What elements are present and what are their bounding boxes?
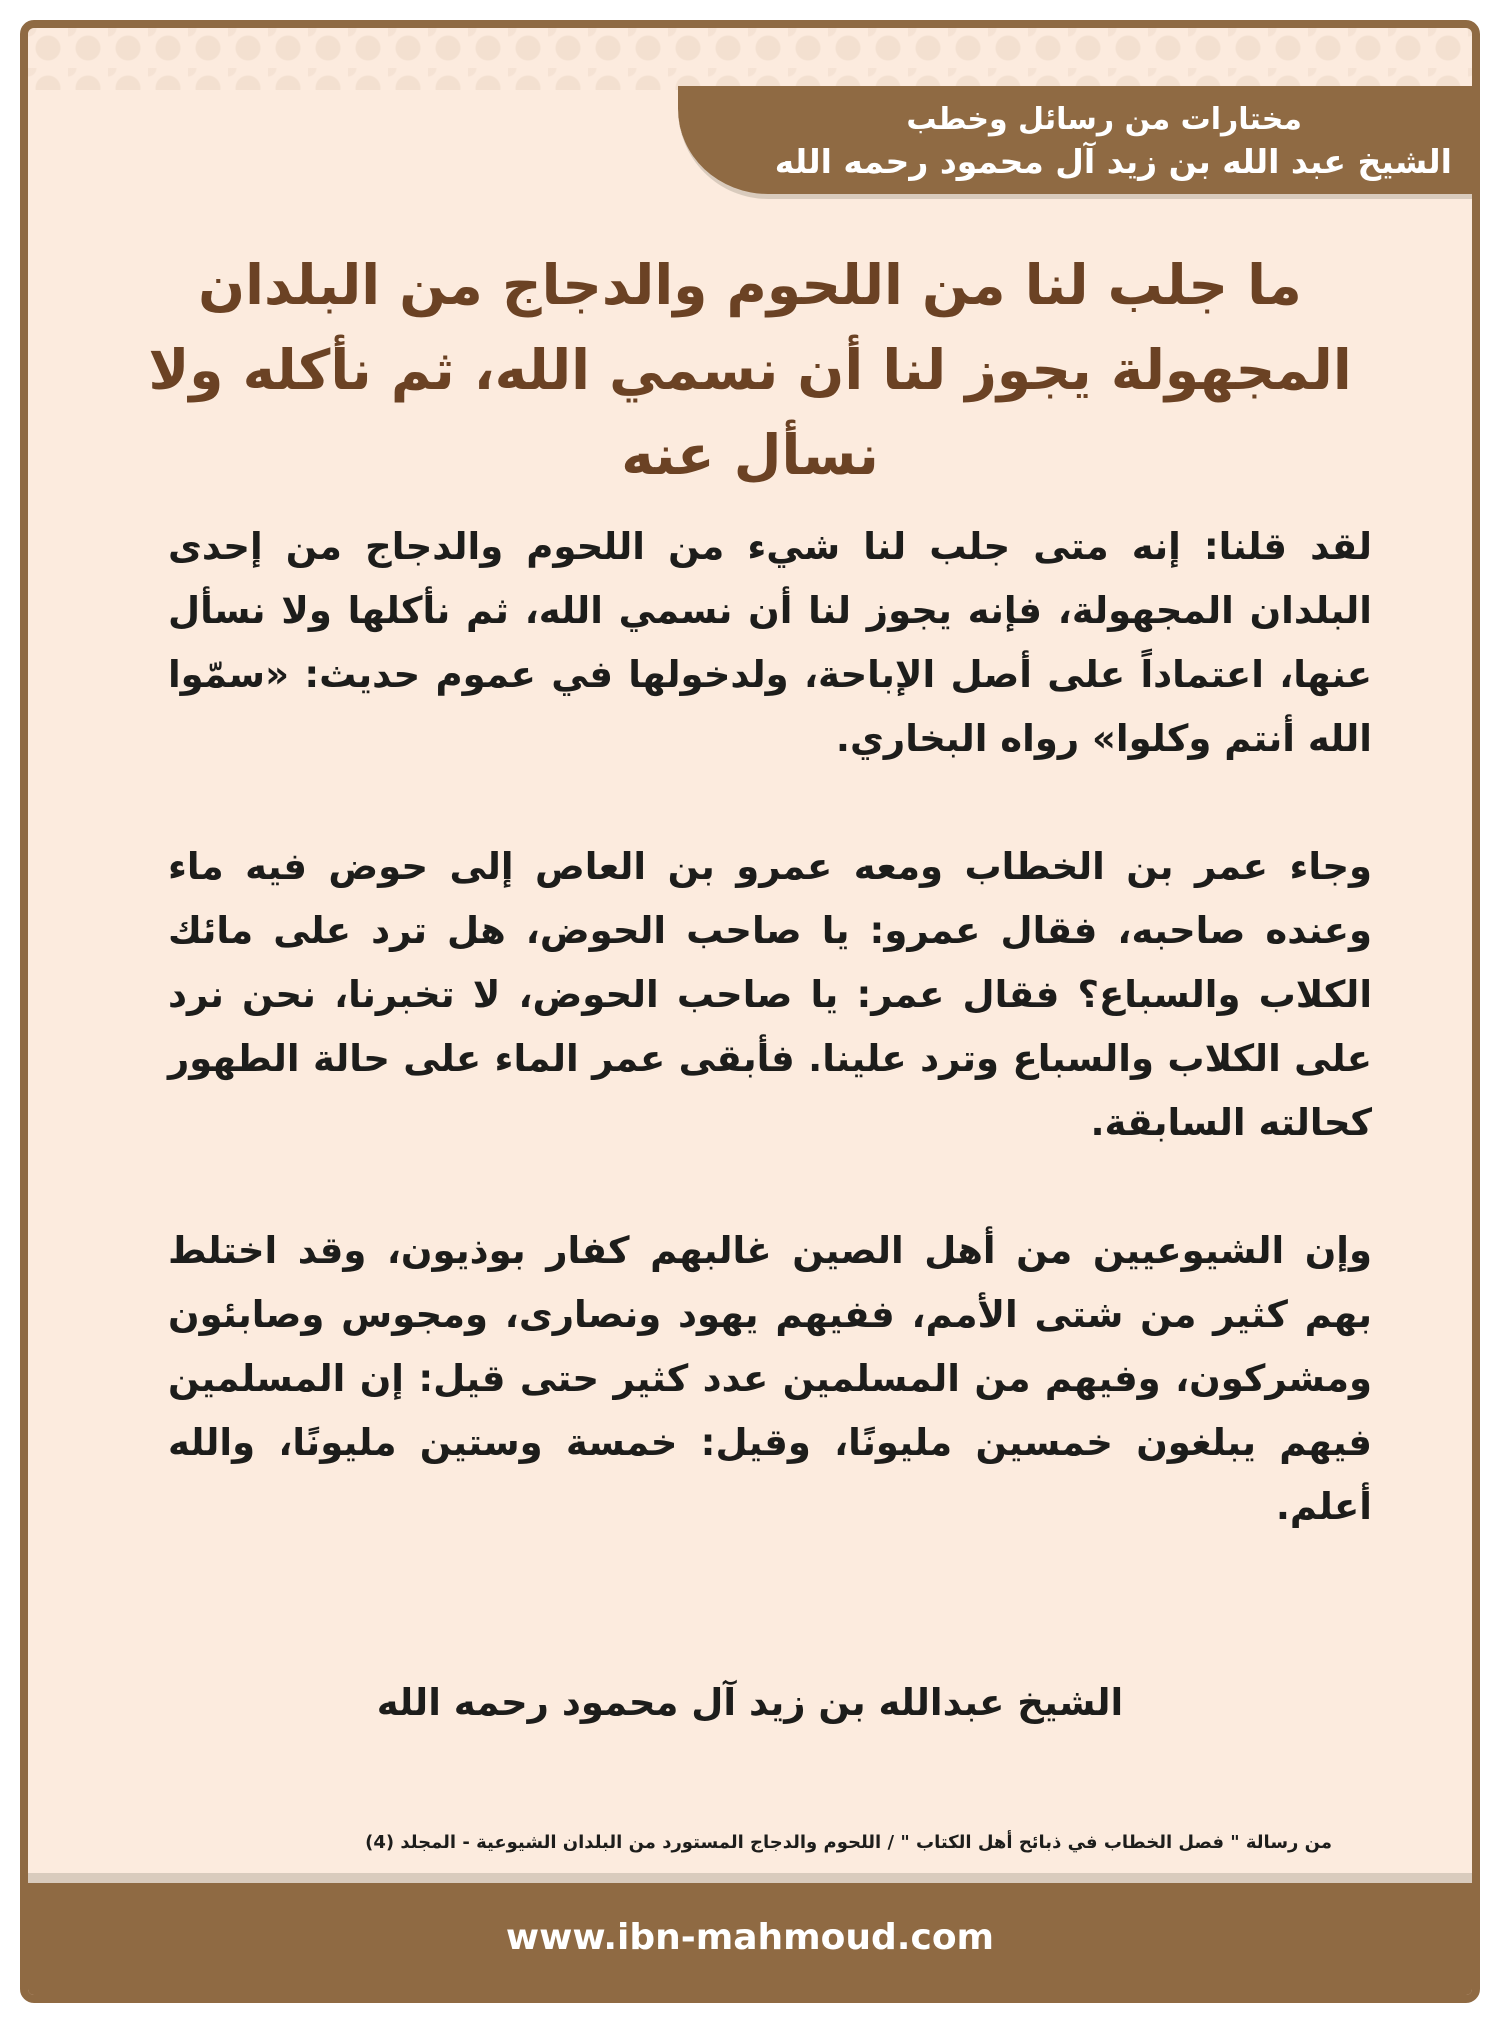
header-banner (678, 86, 1472, 199)
page-frame (20, 20, 1480, 2003)
article-body (168, 515, 1372, 1603)
decorative-pattern (28, 28, 1472, 90)
series-title: مختارات من رسائل وخطب (906, 102, 1302, 137)
website-link[interactable]: www.ibn-mahmoud.com (28, 1883, 1472, 1995)
paragraph-3: وإن الشيوعيين من أهل الصين غالبهم كفار بوذيون، وقد اختلط بهم كثير من شتى الأمم، ففيهم يهود ونصارى، ومجوس وصابئون ومشركون، وفيهم من المسلمين عدد كثير حتى قيل: إن المسلمين فيهم يبلغون خمسين مليونًا، وقيل: خمسة وستين مليونًا، والله أعلم. (168, 1229, 1372, 1528)
source-citation: من رسالة " فصل الخطاب في ذبائح أهل الكتاب " / اللحوم والدجاج المستورد من البلدان الشيوعية - المجلد (4) (365, 1832, 1332, 1853)
paragraph-1: لقد قلنا: إنه متى جلب لنا شيء من اللحوم والدجاج من إحدى البلدان المجهولة، فإنه يجوز لنا أن نسمي الله، ثم نأكلها ولا نسأل عنها، اعتماداً على أصل الإباحة، ولدخولها في عموم حديث: «سمّوا الله أنتم وكلوا» رواه البخاري. (168, 525, 1372, 760)
footer-divider (28, 1873, 1472, 1883)
author-banner-name: الشيخ عبد الله بن زيد آل محمود رحمه الله (774, 142, 1452, 181)
signature: الشيخ عبدالله بن زيد آل محمود رحمه الله (376, 1681, 1124, 1724)
article-title: ما جلب لنا من اللحوم والدجاج من البلدان المجهولة يجوز لنا أن نسمي الله، ثم نأكله ولا نسأل عنه (148, 253, 1352, 487)
paragraph-2: وجاء عمر بن الخطاب ومعه عمرو بن العاص إلى حوض فيه ماء وعنده صاحبه، فقال عمرو: يا صاحب الحوض، هل ترد على مائك الكلاب والسباع؟ فقال عمر: يا صاحب الحوض، لا تخبرنا، نحن نرد على الكلاب والسباع وترد علينا. فأبقى عمر الماء على حالة الطهور كحالته السابقة. (168, 845, 1372, 1144)
